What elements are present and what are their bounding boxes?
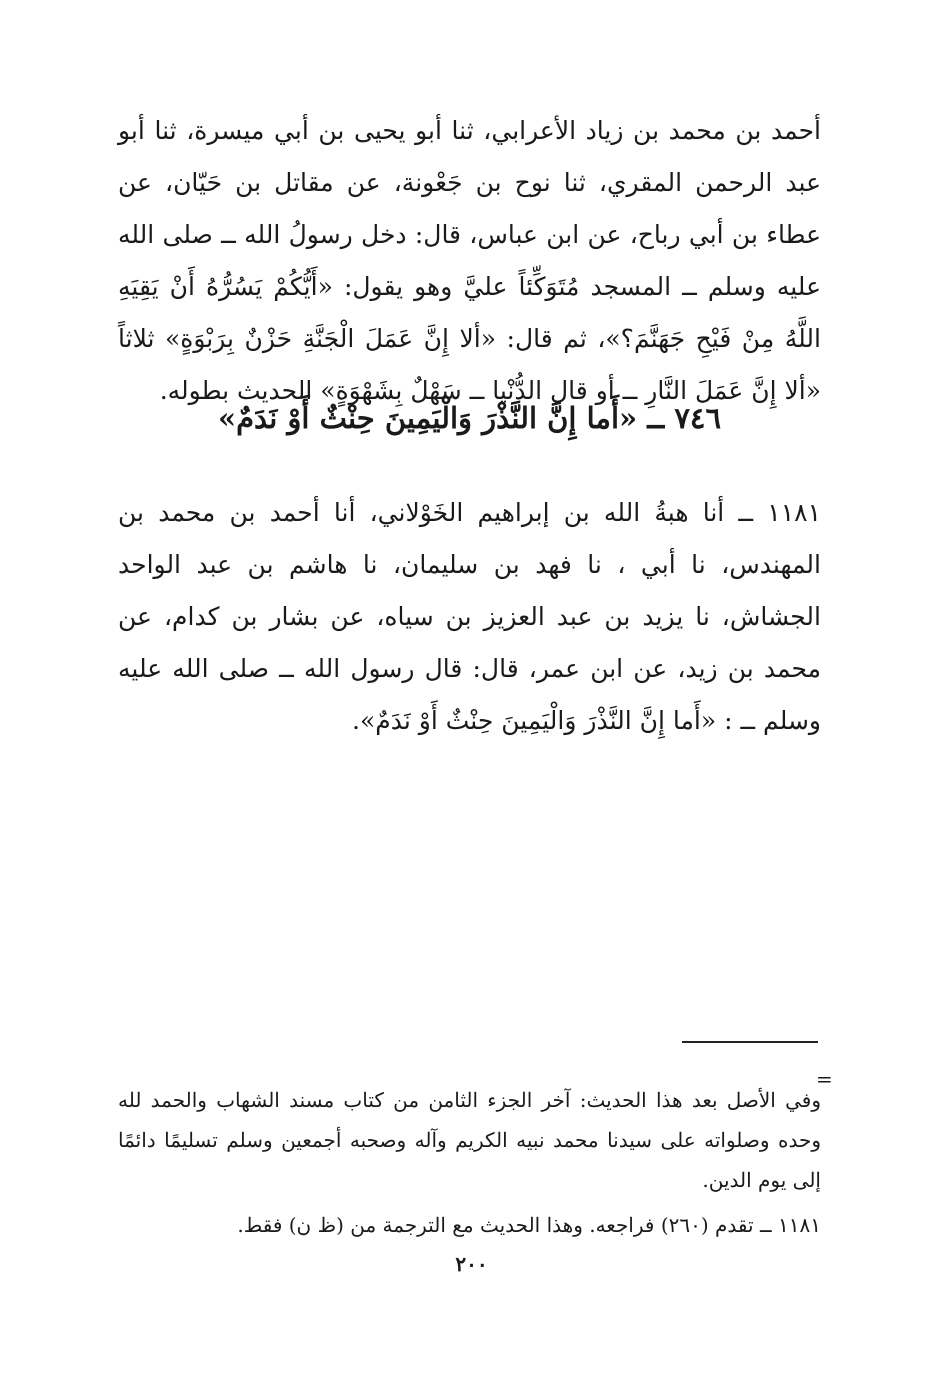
footnote-continuation-marker: =: [816, 1067, 833, 1091]
footnote-1: وفي الأصل بعد هذا الحديث: آخر الجزء الثامن من كتاب مسند الشهاب والحمد لله وحده وصلواته على سيدنا محمد نبيه الكريم وآله وصحبه أجمعين وسلم تسليمًا دائمًا إلى يوم الدين.: [118, 1088, 822, 1192]
page-number: ٢٠٠: [455, 1252, 488, 1276]
footnote-2: ١١٨١ ــ تقدم (٢٦٠) فراجعه. وهذا الحديث مع الترجمة من (ظ ن) فقط.: [237, 1213, 821, 1237]
footnote-separator: [682, 1041, 818, 1043]
hadith-paragraph-2: ١١٨١ ــ أنا هبةُ الله بن إبراهيم الخَوْلاني، أنا أحمد بن محمد بن المهندس، نا أبي ، نا فهد بن سليمان، نا هاشم بن عبد الواحد الجشاش، نا يزيد بن عبد العزيز بن سياه، عن بشار بن كدام، عن محمد بن زيد، عن ابن عمر، قال: قال رسول الله ــ صلى الله عليه وسلم ــ : «أَما إِنَّ النَّذْرَ وَالْيَمِينَ حِنْثٌ أَوْ نَدَمٌ».: [118, 498, 821, 735]
hadith-paragraph-1: أحمد بن محمد بن زياد الأعرابي، ثنا أبو يحيى بن أبي ميسرة، ثنا أبو عبد الرحمن المقري، ثنا نوح بن جَعْونة، عن مقاتل بن حَيّان، عن عطاء بن أبي رباح، عن ابن عباس، قال: دخل رسولُ الله ــ صلى الله عليه وسلم ــ المسجد مُتَوَكِّئاً عليَّ وهو يقول: «أَيُّكُمْ يَسُرُّهُ أَنْ يَقِيَهِ اللَّهُ مِنْ فَيْحِ جَهَنَّمَ؟»، ثم قال: «ألا إِنَّ عَمَلَ الْجَنَّةِ حَزْنٌ بِرَبْوَةٍ» ثلاثاً «ألا إِنَّ عَمَلَ النَّارِ ــ أو قال الدُّنْيا ــ سَهْلٌ بِشَهْوَةٍ» الحديث بطوله.: [118, 116, 821, 405]
section-heading: ٧٤٦ ــ «أَما إِنَّ النَّذْرَ وَالْيَمِينَ حِنْثٌ أَوْ نَدَمٌ»: [217, 401, 722, 435]
